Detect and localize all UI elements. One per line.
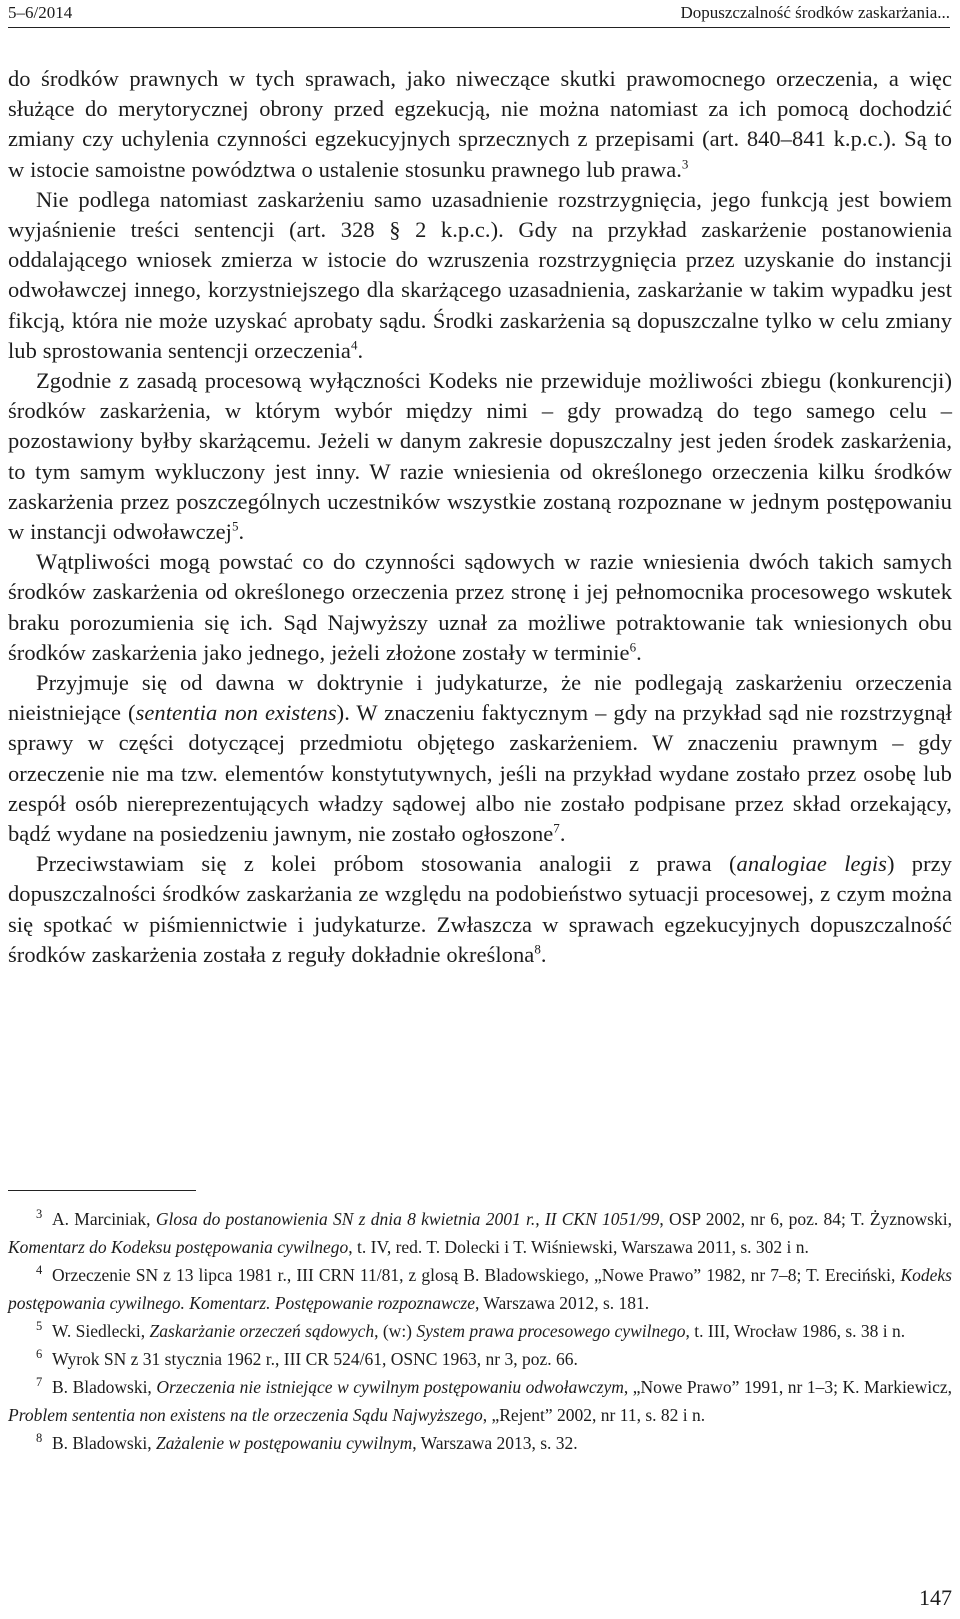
paragraph: Przyjmuje się od dawna w doktrynie i judykaturze, że nie podlegają zaskarżeniu orzeczenia nieistniejące (sententia non existens). W znaczeniu faktycznym – gdy na przykład sąd nie rozstrzygnął sprawy w części dotyczącej przedmiotu objętego zaskarżeniem. W znaczeniu prawnym – gdy orzeczenie nie ma tzw. elementów konstytutywnych, jeśli na przykład wydane zostało przez osobę lub zespół osób niereprezentujących władzy sądowej albo nie zostało podpisane przez skład orzekający, bądź wydane na posiedzeniu jawnym, nie zostało ogłoszone$^7$. — [8, 670, 952, 847]
footnote: 4 Orzeczenie SN z 13 lipca 1981 r., III CRN 11/81, z glosą B. Bladowskiego, „Nowe Prawo” 1982, nr 7–8; T. Ereciński, Kodeks postępowania cywilnego. Komentarz. Postępowanie rozpoznawcze, Warszawa 2012, s. 181. — [8, 1263, 952, 1313]
footnote: 5 W. Siedlecki, Zaskarżanie orzeczeń sądowych, (w:) System prawa procesowego cywilnego, t. III, Wrocław 1986, s. 38 i n. — [36, 1319, 906, 1341]
issue-number: 5–6/2014 — [8, 3, 73, 22]
paragraph: Wątpliwości mogą powstać co do czynności sądowych w razie wniesienia dwóch takich samych środków zaskarżenia od określonego orzeczenia przez stronę i jej pełnomocnika procesowego wskutek braku porozumienia się ich. Sąd Najwyższy uznał za możliwe potraktowanie tak wniesionych obu środków zaskarżenia jako jednego, jeżeli złożone zostały w terminie$^6$. — [8, 549, 952, 665]
running-title: Dopuszczalność środków zaskarżania... — [680, 3, 950, 22]
footnotes — [8, 1205, 952, 1457]
footnote-ref[interactable]: 4 — [350, 337, 358, 353]
running-header — [8, 0, 950, 28]
footnote-ref[interactable]: 5 — [231, 518, 239, 534]
footnote-ref[interactable]: 6 — [629, 639, 637, 655]
footnote: 7 B. Bladowski, Orzeczenia nie istniejące w cywilnym postępowaniu odwoławczym, „Nowe Prawo” 1991, nr 1–3; K. Markiewicz, Problem sententia non existens na tle orzeczenia Sądu Najwyższego, „Rejent” 2002, nr 11, s. 82 i n. — [8, 1375, 952, 1425]
footnote-ref[interactable]: 8 — [534, 941, 541, 957]
paragraph: Przeciwstawiam się z kolei próbom stosowania analogii z prawa (analogiae legis) przy dopuszczalności środków zaskarżania ze względu na podobieństwo sytuacji procesowej, z czym można się spotkać w piśmiennictwie i judykaturze. Zwłaszcza w sprawach egzekucyjnych dopuszczalność środków zaskarżenia została z reguły dokładnie określona$^8$. — [8, 851, 952, 967]
footnote-separator — [8, 1190, 196, 1191]
footnote: 6 Wyrok SN z 31 stycznia 1962 r., III CR 524/61, OSNC 1963, nr 3, poz. 66. — [36, 1347, 578, 1369]
footnote: 3 A. Marciniak, Glosa do postanowienia SN z dnia 8 kwietnia 2001 r., II CKN 1051/99, OSP 2002, nr 6, poz. 84; T. Żyznowski, Komentarz do Kodeksu postępowania cywilnego, t. IV, red. T. Dolecki i T. Wiśniewski, Warszawa 2011, s. 302 i n. — [8, 1207, 952, 1257]
main-text — [8, 64, 952, 970]
paragraph: do środków prawnych w tych sprawach, jako niweczące skutki prawomocnego orzeczenia, a więc służące do merytorycznej obrony przed egzekucją, nie można natomiast za ich pomocą dochodzić zmiany czy uchylenia czynności egzekucyjnych sprzecznych z przepisami (art. 840–841 k.p.c.). Są to w istocie samoistne powództwa o ustalenie stosunku prawnego lub prawa.$^3$ — [8, 66, 952, 182]
paragraph: Zgodnie z zasadą procesową wyłączności Kodeks nie przewiduje możliwości zbiegu (konkurencji) środków zaskarżenia, w którym wybór między nimi – gdy prowadzą do tego samego celu – pozostawiony byłby skarżącemu. Jeżeli w danym zakresie dopuszczalny jest jeden środek zaskarżenia, to tym samym wykluczony jest inny. W razie wniesienia od określonego orzeczenia kilku środków zaskarżenia przez poszczególnych uczestników wszystkie zostaną rozpoznane w jednym postępowaniu w instancji odwoławczej$^5$. — [8, 368, 952, 545]
footnote-ref[interactable]: 3 — [681, 156, 689, 172]
footnote: 8 B. Bladowski, Zażalenie w postępowaniu cywilnym, Warszawa 2013, s. 32. — [36, 1431, 578, 1453]
paragraph: Nie podlega natomiast zaskarżeniu samo uzasadnienie rozstrzygnięcia, jego funkcją jest bowiem wyjaśnienie treści sentencji (art. 328 § 2 k.p.c.). Gdy na przykład zaskarżenie postanowienia oddalającego wniosek zmierza w istocie do wzruszenia rozstrzygnięcia przez uzyskanie do instancji odwoławczej innego, korzystniejszego dla skarżącego uzasadnienia, zaskarżanie w takim wypadku jest fikcją, która nie może uzyskać aprobaty sądu. Środki zaskarżenia są dopuszczalne tylko w celu zmiany lub sprostowania sentencji orzeczenia$^4$. — [8, 186, 952, 363]
page-number: 147 — [919, 1585, 952, 1610]
footnote-ref[interactable]: 7 — [553, 820, 560, 836]
